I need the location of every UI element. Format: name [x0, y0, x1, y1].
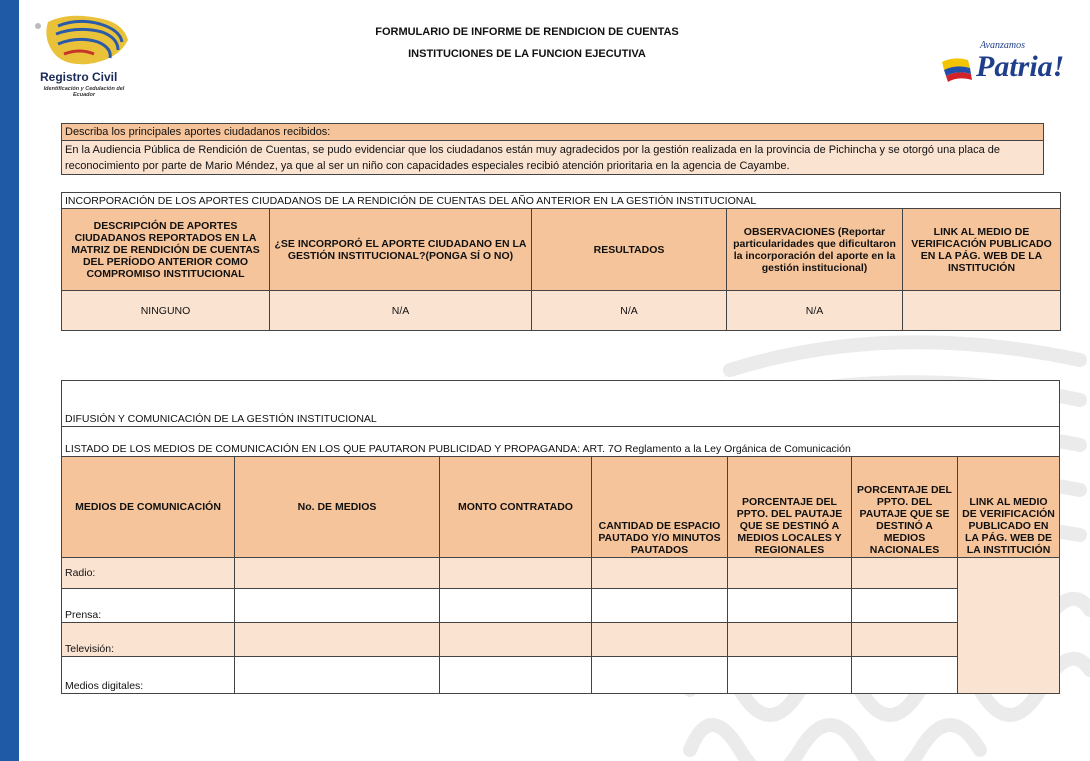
fingerprint-map-icon [28, 12, 150, 72]
table-cell[interactable] [852, 657, 958, 694]
left-accent-bar [0, 0, 19, 761]
media-label: Radio: [62, 558, 235, 589]
difusion-table [61, 380, 1060, 694]
table-cell[interactable] [235, 589, 440, 623]
column-header: CANTIDAD DE ESPACIO PAUTADO Y/O MINUTOS PAUTADOS [592, 457, 728, 558]
table-cell[interactable] [235, 657, 440, 694]
column-header: No. DE MEDIOS [235, 457, 440, 558]
column-header: LINK AL MEDIO DE VERIFICACIÓN PUBLICADO EN LA PÁG. WEB DE LA INSTITUCIÓN [958, 457, 1060, 558]
aportes-section [61, 123, 1044, 175]
logo-right-small-text: Avanzamos [980, 40, 1025, 51]
table-cell[interactable] [440, 623, 592, 657]
table-cell[interactable]: N/A [270, 291, 532, 331]
logo-left-subtext: Identificación y Cedulación del Ecuador [43, 86, 125, 98]
column-header: ¿SE INCORPORÓ EL APORTE CIUDADANO EN LA GESTIÓN INSTITUCIONAL?(PONGA SÍ O NO) [270, 209, 532, 291]
table-cell[interactable] [235, 623, 440, 657]
table-cell[interactable] [592, 589, 728, 623]
column-header: MEDIOS DE COMUNICACIÓN [62, 457, 235, 558]
column-header: PORCENTAJE DEL PPTO. DEL PAUTAJE QUE SE DESTINÓ A MEDIOS NACIONALES [852, 457, 958, 558]
table-cell[interactable] [440, 558, 592, 589]
aportes-text[interactable]: En la Audiencia Pública de Rendición de Cuentas, se pudo evidenciar que los ciudadanos están muy agradecidos por la gestión realizada en la provincia de Pichincha y se otorgó una placa de reconocimiento por parte de Mario Méndez, ya que al ser un niño con capacidades especiales recibió atención prioritaria en la agencia de Cayambe. [62, 141, 1043, 174]
flag-swoosh-icon [940, 34, 1070, 94]
form-subtitle: INSTITUCIONES DE LA FUNCION EJECUTIVA [408, 48, 646, 60]
table-cell[interactable] [592, 657, 728, 694]
link-cell[interactable] [903, 291, 1061, 331]
logo-left-text: Registro Civil [40, 70, 118, 84]
media-label: Medios digitales: [62, 657, 235, 694]
column-header: DESCRIPCIÓN DE APORTES CIUDADANOS REPORTADOS EN LA MATRIZ DE RENDICIÓN DE CUENTAS DEL PERÍODO ANTERIOR COMO COMPROMISO INSTITUCIONAL [62, 209, 270, 291]
column-header: RESULTADOS [532, 209, 727, 291]
table-cell[interactable] [592, 558, 728, 589]
table-cell[interactable] [852, 558, 958, 589]
column-header: MONTO CONTRATADO [440, 457, 592, 558]
column-header: PORCENTAJE DEL PPTO. DEL PAUTAJE QUE SE DESTINÓ A MEDIOS LOCALES Y REGIONALES [728, 457, 852, 558]
form-title: FORMULARIO DE INFORME DE RENDICION DE CUENTAS [375, 26, 679, 38]
table-cell[interactable] [728, 558, 852, 589]
media-label: Televisión: [62, 623, 235, 657]
incorporacion-title: INCORPORACIÓN DE LOS APORTES CIUDADANOS DE LA RENDICIÓN DE CUENTAS DEL AÑO ANTERIOR EN LA GESTIÓN INSTITUCIONAL [62, 193, 1061, 209]
table-cell[interactable] [440, 657, 592, 694]
link-cell[interactable] [958, 558, 1060, 694]
aportes-label: Describa los principales aportes ciudadanos recibidos: [62, 124, 1043, 141]
difusion-subtitle: LISTADO DE LOS MEDIOS DE COMUNICACIÓN EN LOS QUE PAUTARON PUBLICIDAD Y PROPAGANDA: ART. 7O Reglamento a la Ley Orgánica de Comunicación [62, 427, 1060, 457]
table-cell[interactable] [728, 589, 852, 623]
difusion-title: DIFUSIÓN Y COMUNICACIÓN DE LA GESTIÓN INSTITUCIONAL [62, 381, 1060, 427]
table-cell[interactable] [440, 589, 592, 623]
table-cell[interactable] [852, 623, 958, 657]
column-header: LINK AL MEDIO DE VERIFICACIÓN PUBLICADO EN LA PÁG. WEB DE LA INSTITUCIÓN [903, 209, 1061, 291]
table-cell[interactable] [728, 657, 852, 694]
column-header: OBSERVACIONES (Reportar particularidades que dificultaron la incorporación del aporte en la gestión institucional) [727, 209, 903, 291]
incorporacion-table [61, 192, 1061, 331]
logo-right-main-text: Patria! [976, 50, 1065, 83]
table-cell[interactable]: N/A [532, 291, 727, 331]
table-cell[interactable]: NINGUNO [62, 291, 270, 331]
table-cell[interactable]: N/A [727, 291, 903, 331]
media-label: Prensa: [62, 589, 235, 623]
table-cell[interactable] [728, 623, 852, 657]
table-cell[interactable] [235, 558, 440, 589]
table-cell[interactable] [592, 623, 728, 657]
table-cell[interactable] [852, 589, 958, 623]
avanzamos-patria-logo [940, 34, 1070, 94]
